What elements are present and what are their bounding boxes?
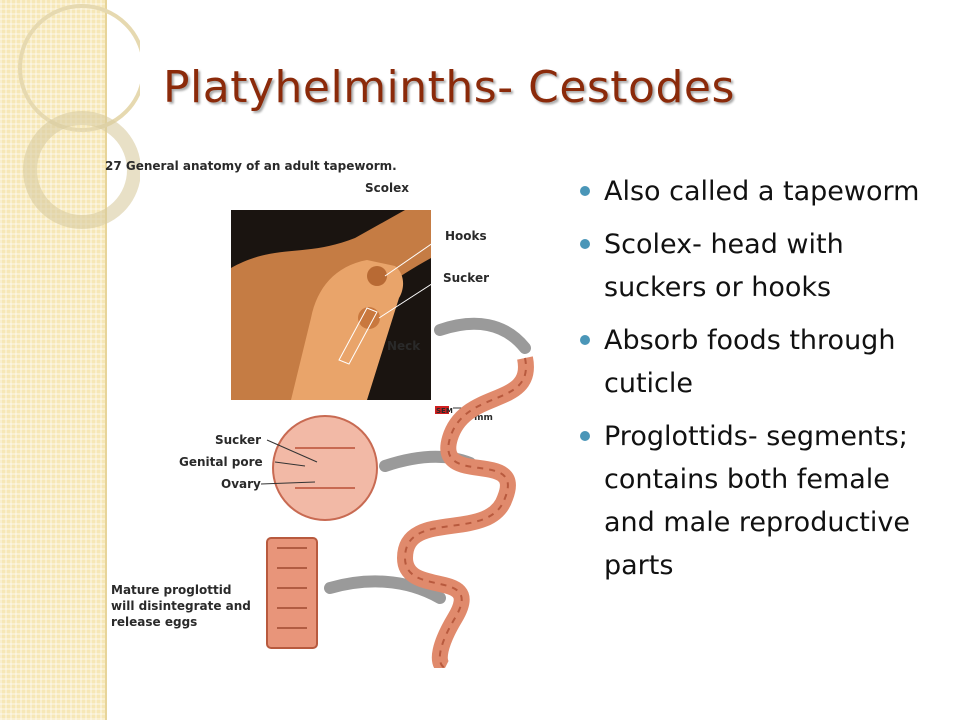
bullet-item: Also called a tapeworm bbox=[578, 170, 948, 213]
mature-proglottid bbox=[267, 538, 317, 648]
slide-title: Platyhelminths- Cestodes bbox=[163, 62, 735, 113]
bullet-item: Proglottids- segments; contains both female and male reproductive parts bbox=[578, 415, 948, 587]
hooks-region bbox=[367, 266, 387, 286]
tapeworm-anatomy-figure bbox=[105, 148, 545, 668]
scolex-bracket bbox=[345, 200, 415, 208]
bullet-dot-icon bbox=[580, 239, 590, 249]
bullet-dot-icon bbox=[580, 186, 590, 196]
bullet-dot-icon bbox=[580, 335, 590, 345]
mature-label-3: release eggs bbox=[111, 615, 198, 629]
bullet-list bbox=[578, 170, 948, 597]
neck-label: Neck bbox=[387, 339, 421, 353]
ovary-label: Ovary bbox=[221, 477, 261, 491]
scale-label: 0.5 mm bbox=[455, 413, 493, 423]
sucker-label: Sucker bbox=[443, 271, 490, 285]
tapeworm-strobila bbox=[405, 358, 526, 668]
scolex-label: Scolex bbox=[365, 181, 409, 195]
bullet-dot-icon bbox=[580, 431, 590, 441]
arrow-to-scolex bbox=[440, 324, 525, 348]
mature-label-1: Mature proglottid bbox=[111, 583, 232, 597]
sucker2-label: Sucker bbox=[215, 433, 262, 447]
sem-label: SEM bbox=[436, 407, 453, 415]
hooks-label: Hooks bbox=[445, 229, 487, 243]
bullet-item: Absorb foods through cuticle bbox=[578, 319, 948, 405]
bullet-item: Scolex- head with suckers or hooks bbox=[578, 223, 948, 309]
figure-caption: 27 General anatomy of an adult tapeworm. bbox=[105, 159, 397, 173]
proglottid-zoom bbox=[273, 416, 377, 520]
genital-pore-label: Genital pore bbox=[179, 455, 263, 469]
mature-label-2: will disintegrate and bbox=[111, 599, 251, 613]
